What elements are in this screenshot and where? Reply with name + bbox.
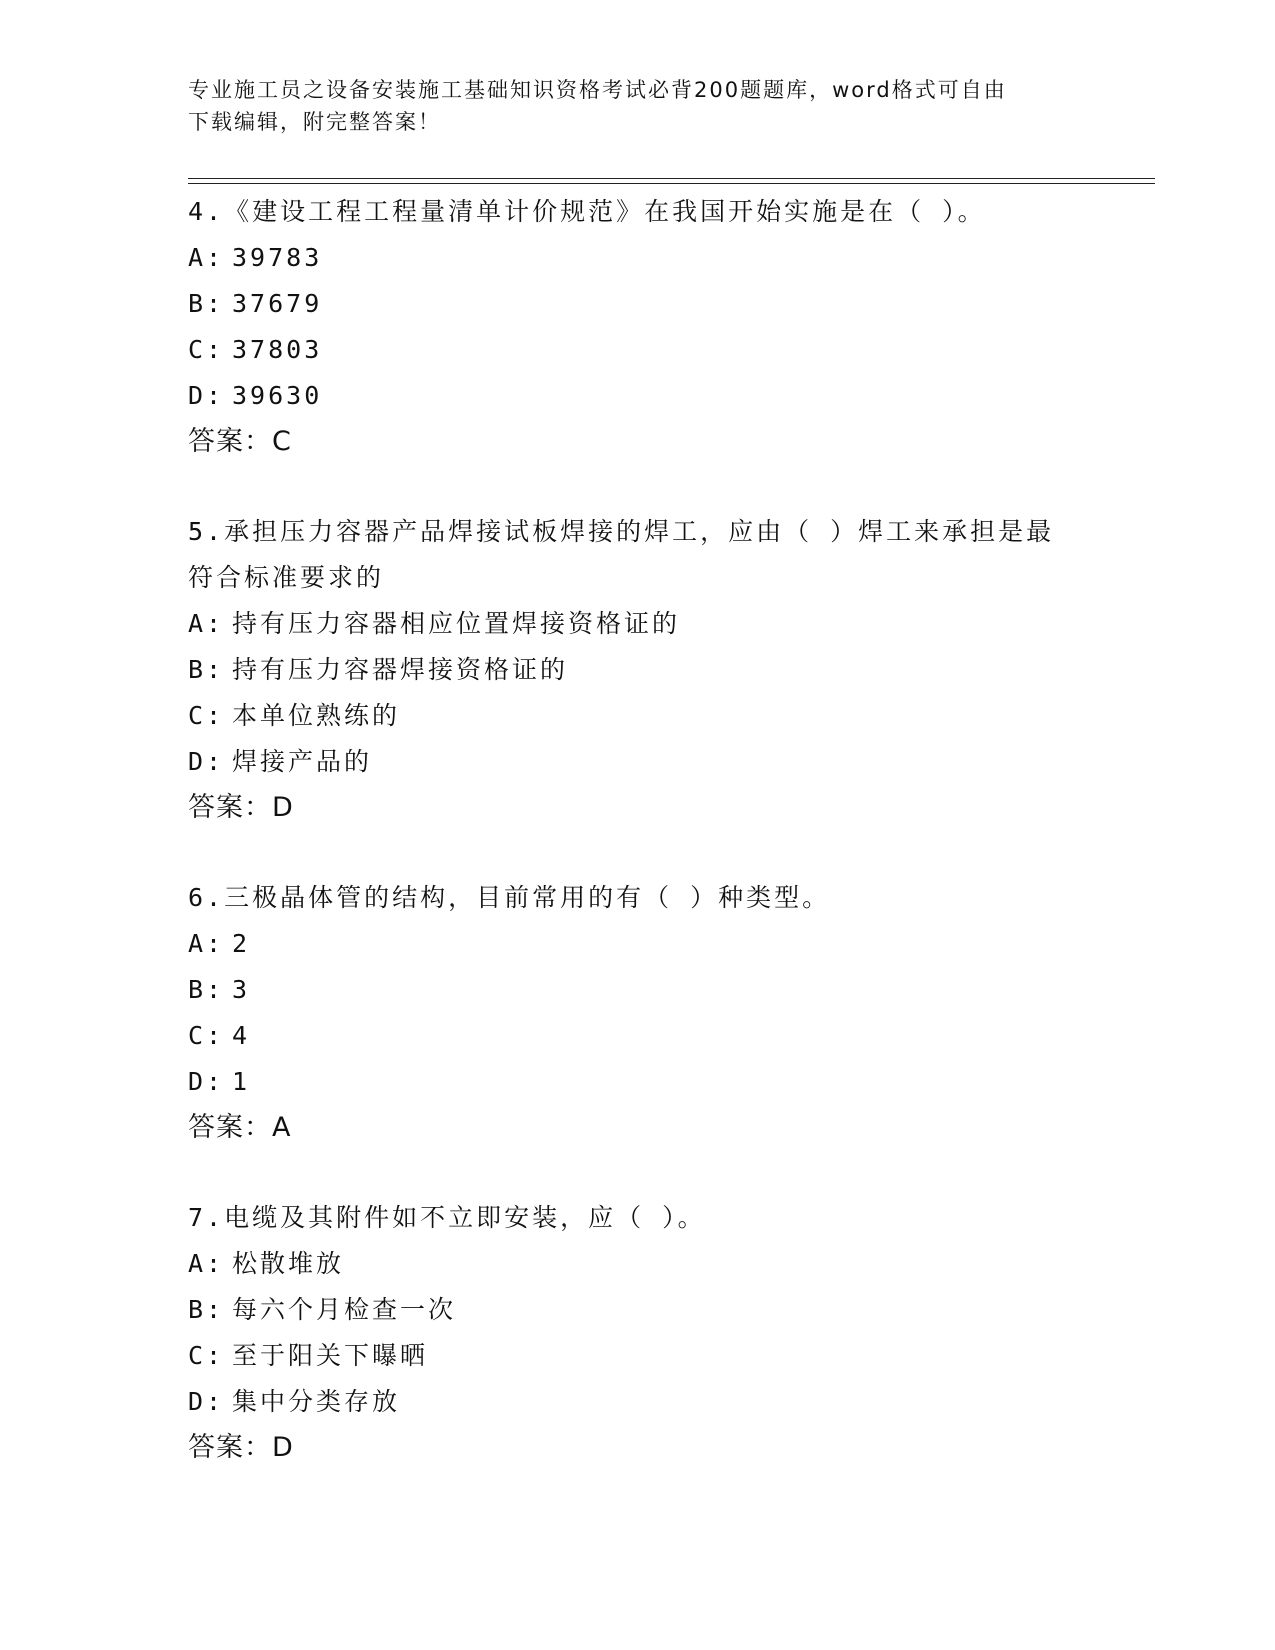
- option-text: 松散堆放: [232, 1249, 345, 1278]
- option-key: A:: [188, 1249, 225, 1278]
- option-c: [188, 327, 1088, 373]
- option-text: 37679: [232, 289, 323, 318]
- header-line-1: 专业施工员之设备安装施工基础知识资格考试必背200题题库，word格式可自由: [188, 78, 1007, 102]
- option-key: B:: [188, 289, 225, 318]
- document-header: [188, 74, 1088, 138]
- option-text: 至于阳关下曝晒: [232, 1341, 429, 1370]
- answer-line: 答案：D: [188, 792, 294, 823]
- header-divider-top: [188, 178, 1155, 179]
- option-a: [188, 601, 1088, 647]
- option-key: D:: [188, 381, 225, 410]
- option-key: B:: [188, 1295, 225, 1324]
- option-key: C:: [188, 335, 225, 364]
- option-text: 本单位熟练的: [232, 701, 401, 730]
- option-b: [188, 1287, 1088, 1333]
- question-5: [188, 509, 1088, 831]
- option-d: [188, 1059, 1088, 1105]
- option-key: C:: [188, 701, 225, 730]
- option-key: D:: [188, 1067, 225, 1096]
- option-a: [188, 1241, 1088, 1287]
- option-text: 3: [232, 975, 251, 1004]
- question-stem: 5.承担压力容器产品焊接试板焊接的焊工，应由（ ）焊工来承担是最: [188, 517, 1055, 546]
- option-a: [188, 921, 1088, 967]
- option-d: [188, 373, 1088, 419]
- question-stem: 4.《建设工程工程量清单计价规范》在我国开始实施是在（ ）。: [188, 197, 986, 226]
- option-text: 每六个月检查一次: [232, 1295, 457, 1324]
- option-text: 焊接产品的: [232, 747, 373, 776]
- header-divider-bottom: [188, 183, 1155, 184]
- option-text: 持有压力容器相应位置焊接资格证的: [232, 609, 681, 638]
- header-line-2: 下载编辑，附完整答案！: [188, 110, 441, 134]
- question-6: [188, 875, 1088, 1151]
- option-text: 2: [232, 929, 251, 958]
- question-7: [188, 1195, 1088, 1471]
- question-stem-continued: 符合标准要求的: [188, 563, 385, 592]
- option-key: B:: [188, 975, 225, 1004]
- option-key: D:: [188, 1387, 225, 1416]
- option-text: 37803: [232, 335, 323, 364]
- option-key: C:: [188, 1341, 225, 1370]
- option-d: [188, 739, 1088, 785]
- option-text: 39630: [232, 381, 323, 410]
- option-c: [188, 1013, 1088, 1059]
- option-key: B:: [188, 655, 225, 684]
- option-key: D:: [188, 747, 225, 776]
- option-d: [188, 1379, 1088, 1425]
- option-b: [188, 281, 1088, 327]
- option-text: 4: [232, 1021, 251, 1050]
- option-text: 持有压力容器焊接资格证的: [232, 655, 569, 684]
- option-text: 39783: [232, 243, 323, 272]
- option-key: A:: [188, 609, 225, 638]
- question-stem: 7.电缆及其附件如不立即安装，应（ ）。: [188, 1203, 706, 1232]
- option-b: [188, 647, 1088, 693]
- option-c: [188, 1333, 1088, 1379]
- answer-line: 答案：D: [188, 1432, 294, 1463]
- option-text: 1: [232, 1067, 251, 1096]
- answer-line: 答案：A: [188, 1112, 292, 1143]
- option-c: [188, 693, 1088, 739]
- question-4: [188, 189, 1088, 465]
- option-b: [188, 967, 1088, 1013]
- option-key: C:: [188, 1021, 225, 1050]
- option-text: 集中分类存放: [232, 1387, 401, 1416]
- option-key: A:: [188, 243, 225, 272]
- option-key: A:: [188, 929, 225, 958]
- question-stem: 6.三极晶体管的结构，目前常用的有（ ）种类型。: [188, 883, 831, 912]
- option-a: [188, 235, 1088, 281]
- answer-line: 答案：C: [188, 426, 292, 457]
